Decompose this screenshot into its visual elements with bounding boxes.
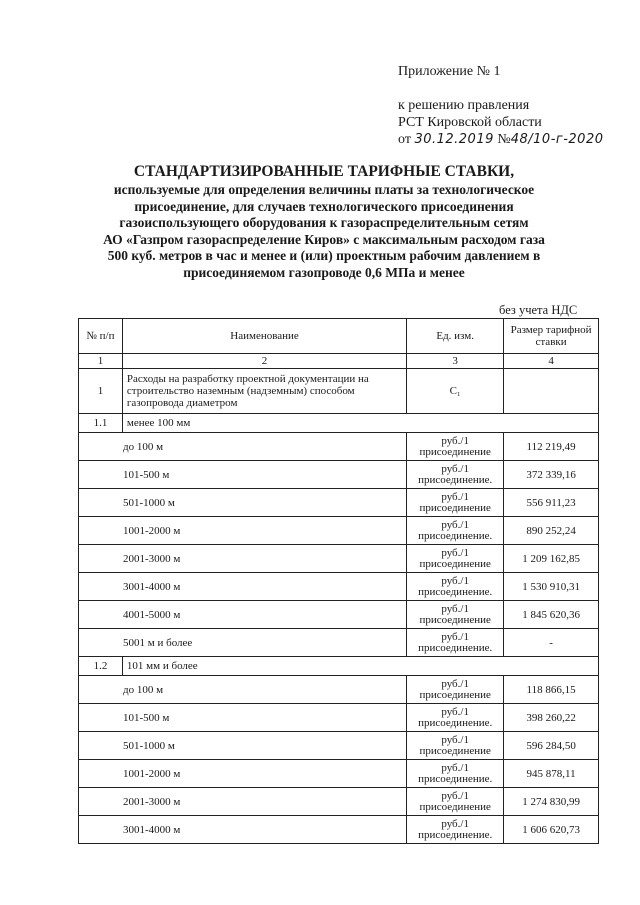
row-value: 1 209 162,85 <box>504 545 599 573</box>
row-value: 398 260,22 <box>504 704 599 732</box>
row-unit: руб./1 присоединение <box>407 489 504 517</box>
title-main: СТАНДАРТИЗИРОВАННЫЕ ТАРИФНЫЕ СТАВКИ, <box>133 163 515 180</box>
section-name: Расходы на разработку проектной документации на строительство наземным (надземным) способом газопровода диаметром <box>122 369 406 414</box>
row-unit: руб./1 присоединение <box>407 732 504 760</box>
table-row <box>79 601 599 629</box>
row-value: 1 530 910,31 <box>504 573 599 601</box>
table-row <box>79 704 599 732</box>
row-value: 372 339,16 <box>504 461 599 489</box>
table-row <box>79 629 599 657</box>
index-cell: 2 <box>122 354 406 369</box>
group-row <box>79 414 599 433</box>
row-unit: руб./1 присоединение <box>407 676 504 704</box>
table-row <box>79 489 599 517</box>
row-value: - <box>504 629 599 657</box>
row-name: до 100 м <box>79 433 407 461</box>
section-row <box>79 369 599 414</box>
table-header-row <box>79 319 599 354</box>
appendix-title: Приложение № 1 <box>398 64 501 79</box>
row-value: 1 845 620,36 <box>504 601 599 629</box>
header-unit: Ед. изм. <box>407 319 504 354</box>
table-row <box>79 461 599 489</box>
index-cell: 4 <box>504 354 599 369</box>
title-line: используемые для определения величины платы за технологическое <box>113 182 535 197</box>
number-prefix: № <box>497 132 511 147</box>
table-row <box>79 816 599 844</box>
group-name: 101 мм и более <box>122 657 598 676</box>
table-row <box>79 760 599 788</box>
row-value: 596 284,50 <box>504 732 599 760</box>
header-rate: Размер тарифной ставки <box>504 319 599 354</box>
row-value: 890 252,24 <box>504 517 599 545</box>
row-name: 101-500 м <box>79 704 407 732</box>
row-name: 2001-3000 м <box>79 788 407 816</box>
table-row <box>79 732 599 760</box>
title-line: присоединяемом газопроводе 0,6 МПа и менее <box>183 264 465 280</box>
vat-note: без учета НДС <box>499 303 578 317</box>
row-unit: руб./1 присоединение <box>407 433 504 461</box>
table-row <box>79 573 599 601</box>
row-value: 118 866,15 <box>504 676 599 704</box>
title-line: газоиспользующего оборудования к газораспределительным сетям <box>119 215 529 230</box>
group-row <box>79 657 599 676</box>
index-cell: 3 <box>407 354 504 369</box>
row-unit: руб./1 присоединение. <box>407 816 504 844</box>
date-prefix: от <box>398 132 411 147</box>
row-name: 101-500 м <box>79 461 407 489</box>
row-name: 2001-3000 м <box>79 545 407 573</box>
group-name: менее 100 мм <box>122 414 598 433</box>
decision-number: 48/10-г-2020 <box>510 132 604 147</box>
row-name: 3001-4000 м <box>79 816 407 844</box>
row-value: 1 274 830,99 <box>504 788 599 816</box>
appendix-decision-line: к решению правления <box>398 98 530 113</box>
group-num: 1.2 <box>79 657 123 676</box>
title-line: присоединение, для случаев технологического присоединения <box>134 198 514 214</box>
title-line: АО «Газпром газораспределение Киров» с максимальным расходом газа <box>103 231 545 247</box>
appendix-date-line <box>398 132 628 148</box>
table-row <box>79 517 599 545</box>
row-name: 1001-2000 м <box>79 760 407 788</box>
row-name: 501-1000 м <box>79 732 407 760</box>
appendix-authority-line: РСТ Кировской области <box>398 115 542 130</box>
table-row <box>79 433 599 461</box>
row-value: 556 911,23 <box>504 489 599 517</box>
document-title <box>64 162 584 281</box>
row-unit: руб./1 присоединение. <box>407 573 504 601</box>
section-num: 1 <box>79 369 123 414</box>
row-name: до 100 м <box>79 676 407 704</box>
header-name: Наименование <box>122 319 406 354</box>
table-row <box>79 545 599 573</box>
section-empty <box>504 369 599 414</box>
row-name: 3001-4000 м <box>79 573 407 601</box>
header-num: № п/п <box>79 319 123 354</box>
row-value: 112 219,49 <box>504 433 599 461</box>
row-unit: руб./1 присоединение <box>407 601 504 629</box>
table-row <box>79 676 599 704</box>
row-value: 945 878,11 <box>504 760 599 788</box>
row-unit: руб./1 присоединение. <box>407 517 504 545</box>
row-unit: руб./1 присоединение. <box>407 704 504 732</box>
row-unit: руб./1 присоединение <box>407 788 504 816</box>
table-row <box>79 788 599 816</box>
row-name: 4001-5000 м <box>79 601 407 629</box>
group-num: 1.1 <box>79 414 123 433</box>
tariff-table <box>78 318 599 844</box>
table-index-row <box>79 354 599 369</box>
row-unit: руб./1 присоединение. <box>407 461 504 489</box>
section-symbol: C₁ <box>407 369 504 414</box>
index-cell: 1 <box>79 354 123 369</box>
row-value: 1 606 620,73 <box>504 816 599 844</box>
title-line: 500 куб. метров в час и менее и (или) проектным рабочим давлением в <box>107 248 541 263</box>
decision-date: 30.12.2019 <box>414 132 494 147</box>
row-unit: руб./1 присоединение. <box>407 760 504 788</box>
row-name: 501-1000 м <box>79 489 407 517</box>
row-unit: руб./1 присоединение <box>407 545 504 573</box>
row-name: 1001-2000 м <box>79 517 407 545</box>
row-unit: руб./1 присоединение. <box>407 629 504 657</box>
row-name: 5001 м и более <box>79 629 407 657</box>
